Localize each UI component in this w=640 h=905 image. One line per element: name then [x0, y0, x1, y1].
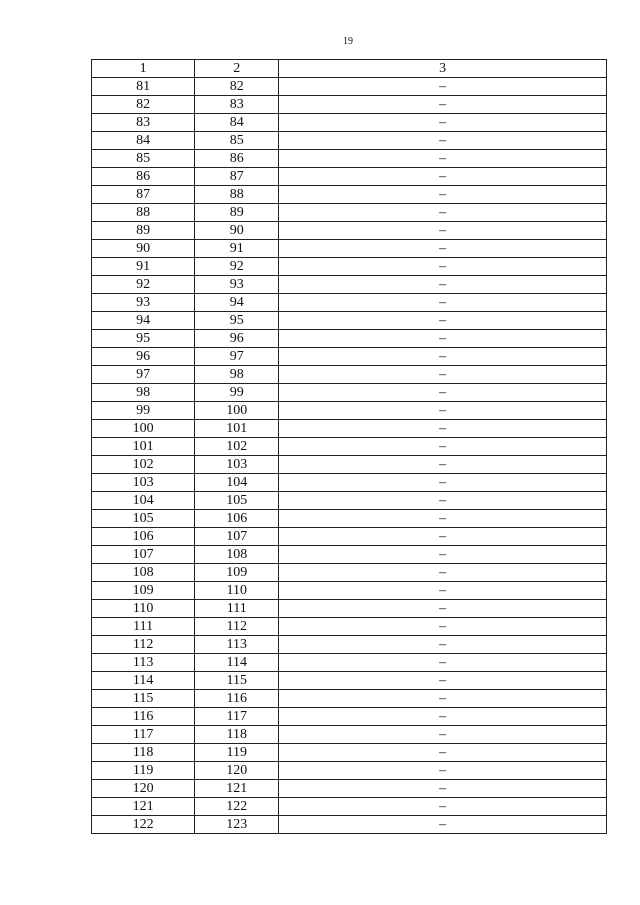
- table-row: [92, 294, 607, 312]
- table-cell-col-2: 117: [195, 708, 279, 726]
- table-cell-col-1: 107: [92, 546, 195, 564]
- table-cell-col-1: 121: [92, 798, 195, 816]
- table-row: [92, 816, 607, 834]
- table-cell-col-1: 104: [92, 492, 195, 510]
- table-cell-col-3: –: [279, 564, 607, 582]
- table-cell-col-3: –: [279, 816, 607, 834]
- table-row: [92, 150, 607, 168]
- table-row: [92, 258, 607, 276]
- table-cell-col-3: –: [279, 726, 607, 744]
- table-cell-col-1: 112: [92, 636, 195, 654]
- table-cell-col-3: –: [279, 168, 607, 186]
- table-cell-col-2: 88: [195, 186, 279, 204]
- table-cell-col-1: 90: [92, 240, 195, 258]
- table-row: [92, 240, 607, 258]
- table-cell-col-1: 101: [92, 438, 195, 456]
- table-cell-col-2: 112: [195, 618, 279, 636]
- table-cell-col-3: –: [279, 348, 607, 366]
- table-row: [92, 312, 607, 330]
- table-cell-col-1: 84: [92, 132, 195, 150]
- table-row: [92, 744, 607, 762]
- table-cell-col-1: 93: [92, 294, 195, 312]
- column-header-2: 2: [195, 60, 279, 78]
- table-cell-col-2: 97: [195, 348, 279, 366]
- table-cell-col-2: 92: [195, 258, 279, 276]
- table-row: [92, 132, 607, 150]
- table-row: [92, 96, 607, 114]
- table-cell-col-1: 109: [92, 582, 195, 600]
- table-cell-col-1: 122: [92, 816, 195, 834]
- table-cell-col-3: –: [279, 744, 607, 762]
- table-cell-col-2: 105: [195, 492, 279, 510]
- table-cell-col-1: 86: [92, 168, 195, 186]
- table-cell-col-1: 113: [92, 654, 195, 672]
- table-cell-col-2: 87: [195, 168, 279, 186]
- table-cell-col-1: 103: [92, 474, 195, 492]
- table-cell-col-3: –: [279, 690, 607, 708]
- table-cell-col-1: 114: [92, 672, 195, 690]
- table-row: [92, 654, 607, 672]
- table-row: [92, 510, 607, 528]
- table-row: [92, 420, 607, 438]
- table-cell-col-3: –: [279, 510, 607, 528]
- table-cell-col-3: –: [279, 600, 607, 618]
- table-cell-col-3: –: [279, 132, 607, 150]
- table-row: [92, 222, 607, 240]
- table-row: [92, 366, 607, 384]
- table-row: [92, 618, 607, 636]
- table-cell-col-3: –: [279, 798, 607, 816]
- table-cell-col-2: 121: [195, 780, 279, 798]
- table-cell-col-1: 106: [92, 528, 195, 546]
- table-row: [92, 780, 607, 798]
- table-cell-col-3: –: [279, 420, 607, 438]
- table-cell-col-2: 83: [195, 96, 279, 114]
- table-cell-col-2: 98: [195, 366, 279, 384]
- table-cell-col-1: 119: [92, 762, 195, 780]
- table-cell-col-1: 94: [92, 312, 195, 330]
- table-row: [92, 564, 607, 582]
- table-cell-col-2: 107: [195, 528, 279, 546]
- table-cell-col-3: –: [279, 762, 607, 780]
- table-cell-col-2: 93: [195, 276, 279, 294]
- table-cell-col-3: –: [279, 654, 607, 672]
- table-row: [92, 168, 607, 186]
- table-cell-col-1: 85: [92, 150, 195, 168]
- table-cell-col-3: –: [279, 330, 607, 348]
- table-cell-col-2: 91: [195, 240, 279, 258]
- table-row: [92, 708, 607, 726]
- table-cell-col-2: 114: [195, 654, 279, 672]
- table-cell-col-3: –: [279, 384, 607, 402]
- table-row: [92, 582, 607, 600]
- table-row: [92, 204, 607, 222]
- table-cell-col-2: 94: [195, 294, 279, 312]
- data-table: [91, 59, 607, 834]
- table-cell-col-3: –: [279, 366, 607, 384]
- table-cell-col-3: –: [279, 186, 607, 204]
- table-cell-col-3: –: [279, 780, 607, 798]
- table-row: [92, 276, 607, 294]
- table-cell-col-2: 100: [195, 402, 279, 420]
- table-cell-col-1: 99: [92, 402, 195, 420]
- table-row: [92, 384, 607, 402]
- table-cell-col-2: 102: [195, 438, 279, 456]
- table-cell-col-1: 110: [92, 600, 195, 618]
- table-row: [92, 600, 607, 618]
- table-row: [92, 762, 607, 780]
- table-row: [92, 546, 607, 564]
- table-row: [92, 672, 607, 690]
- table-cell-col-1: 105: [92, 510, 195, 528]
- table-row: [92, 402, 607, 420]
- table-cell-col-3: –: [279, 672, 607, 690]
- table-cell-col-3: –: [279, 114, 607, 132]
- table-row: [92, 330, 607, 348]
- table-cell-col-1: 117: [92, 726, 195, 744]
- table-row: [92, 798, 607, 816]
- table-cell-col-2: 110: [195, 582, 279, 600]
- table-row: [92, 186, 607, 204]
- table-row: [92, 474, 607, 492]
- table-row: [92, 492, 607, 510]
- table-row: [92, 456, 607, 474]
- table-cell-col-2: 95: [195, 312, 279, 330]
- table-cell-col-1: 92: [92, 276, 195, 294]
- table-cell-col-3: –: [279, 312, 607, 330]
- table-cell-col-2: 122: [195, 798, 279, 816]
- table-cell-col-1: 118: [92, 744, 195, 762]
- table-row: [92, 348, 607, 366]
- table-cell-col-2: 86: [195, 150, 279, 168]
- page-number: 19: [343, 36, 353, 47]
- table-cell-col-2: 116: [195, 690, 279, 708]
- table-cell-col-3: –: [279, 204, 607, 222]
- table-cell-col-3: –: [279, 708, 607, 726]
- table-cell-col-1: 82: [92, 96, 195, 114]
- column-header-3: 3: [279, 60, 607, 78]
- table-cell-col-2: 109: [195, 564, 279, 582]
- table-cell-col-1: 97: [92, 366, 195, 384]
- table-cell-col-3: –: [279, 150, 607, 168]
- table-cell-col-1: 96: [92, 348, 195, 366]
- table-row: [92, 114, 607, 132]
- table-cell-col-3: –: [279, 582, 607, 600]
- table-cell-col-3: –: [279, 240, 607, 258]
- table-cell-col-1: 111: [92, 618, 195, 636]
- table-cell-col-1: 83: [92, 114, 195, 132]
- table-row: [92, 438, 607, 456]
- table-cell-col-1: 120: [92, 780, 195, 798]
- table-cell-col-3: –: [279, 474, 607, 492]
- table-cell-col-3: –: [279, 78, 607, 96]
- table-cell-col-2: 96: [195, 330, 279, 348]
- table-cell-col-1: 89: [92, 222, 195, 240]
- table-cell-col-1: 81: [92, 78, 195, 96]
- table-cell-col-3: –: [279, 402, 607, 420]
- table-cell-col-3: –: [279, 636, 607, 654]
- table-cell-col-3: –: [279, 546, 607, 564]
- table-cell-col-2: 120: [195, 762, 279, 780]
- table-cell-col-1: 108: [92, 564, 195, 582]
- table-cell-col-3: –: [279, 96, 607, 114]
- table-cell-col-1: 115: [92, 690, 195, 708]
- table-cell-col-1: 116: [92, 708, 195, 726]
- table-row: [92, 528, 607, 546]
- table-cell-col-1: 88: [92, 204, 195, 222]
- table-cell-col-2: 90: [195, 222, 279, 240]
- table-cell-col-3: –: [279, 294, 607, 312]
- table-cell-col-2: 101: [195, 420, 279, 438]
- table-cell-col-3: –: [279, 456, 607, 474]
- table-cell-col-2: 85: [195, 132, 279, 150]
- table-cell-col-1: 98: [92, 384, 195, 402]
- table-cell-col-1: 102: [92, 456, 195, 474]
- table-header-row: [92, 60, 607, 78]
- table-cell-col-3: –: [279, 222, 607, 240]
- table-cell-col-3: –: [279, 276, 607, 294]
- table-cell-col-2: 119: [195, 744, 279, 762]
- table-cell-col-1: 95: [92, 330, 195, 348]
- table-cell-col-2: 89: [195, 204, 279, 222]
- table-row: [92, 78, 607, 96]
- table-cell-col-2: 103: [195, 456, 279, 474]
- table-cell-col-2: 82: [195, 78, 279, 96]
- table-cell-col-3: –: [279, 618, 607, 636]
- table-cell-col-2: 123: [195, 816, 279, 834]
- table-cell-col-2: 99: [195, 384, 279, 402]
- table-cell-col-3: –: [279, 258, 607, 276]
- table-cell-col-3: –: [279, 528, 607, 546]
- table-cell-col-2: 104: [195, 474, 279, 492]
- table-cell-col-2: 106: [195, 510, 279, 528]
- table-cell-col-2: 108: [195, 546, 279, 564]
- table-cell-col-1: 100: [92, 420, 195, 438]
- column-header-1: 1: [92, 60, 195, 78]
- table-cell-col-3: –: [279, 492, 607, 510]
- table-row: [92, 726, 607, 744]
- table-body: [92, 78, 607, 834]
- table-row: [92, 636, 607, 654]
- table-cell-col-2: 115: [195, 672, 279, 690]
- table-cell-col-2: 118: [195, 726, 279, 744]
- table-row: [92, 690, 607, 708]
- table-cell-col-1: 91: [92, 258, 195, 276]
- table-cell-col-3: –: [279, 438, 607, 456]
- table-cell-col-1: 87: [92, 186, 195, 204]
- table-header: [92, 60, 607, 78]
- table-cell-col-2: 111: [195, 600, 279, 618]
- table-cell-col-2: 113: [195, 636, 279, 654]
- table-cell-col-2: 84: [195, 114, 279, 132]
